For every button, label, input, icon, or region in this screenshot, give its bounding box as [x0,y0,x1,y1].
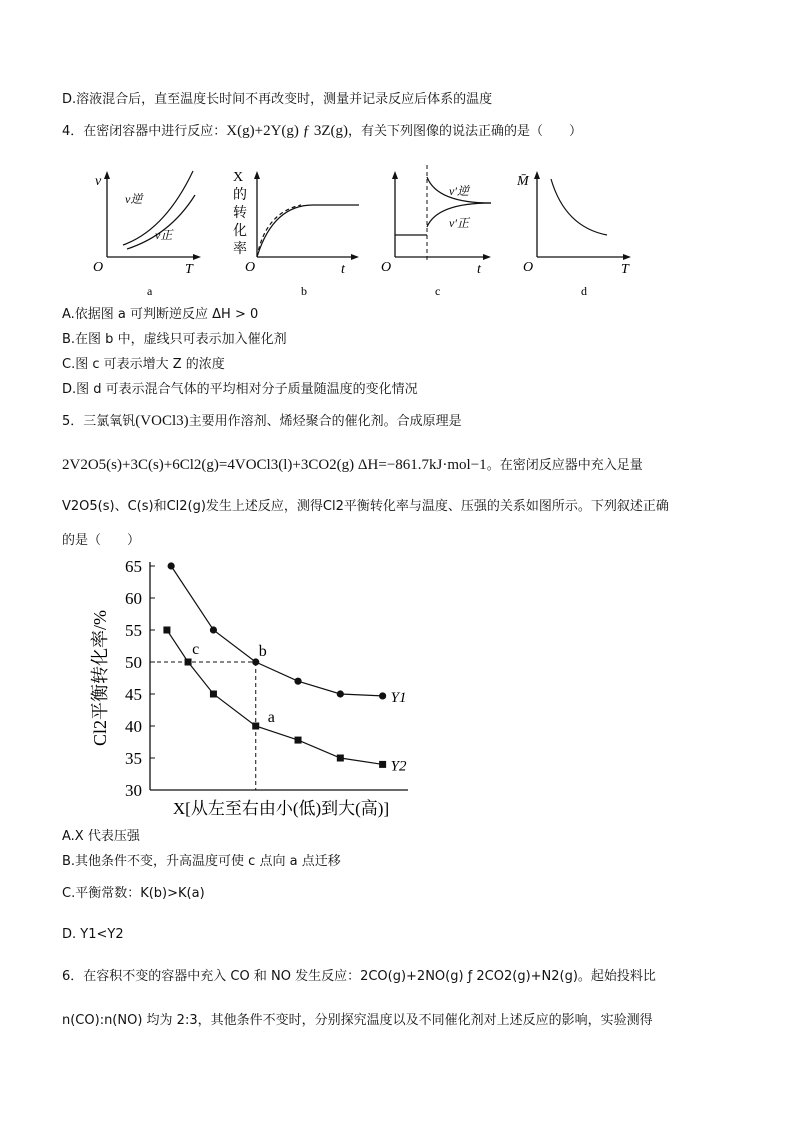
graph-c [375,165,505,300]
data-point-y2 [379,761,386,768]
q5-option-c: C.平衡常数：K(b)>K(a) [62,886,205,901]
data-point-y1 [168,562,175,569]
graph-b-origin: O [245,260,256,275]
y-tick-label: 50 [125,653,142,672]
y-tick-label: 55 [125,621,142,640]
q5-equation-tail: 。在密闭反应器中充入足量 [486,458,643,473]
q5-equation-line [62,456,643,475]
y-tick-label: 45 [125,685,142,704]
graph-b-solid-curve [257,205,359,257]
q5-line3: V2O5(s)、C(s)和Cl2(g)发生上述反应，测得Cl2平衡转化率与温度、压强的关系如图所示。下列叙述正确 [62,499,669,514]
data-point-y2 [295,737,302,744]
q4-stem-pre: 4．在密闭容器中进行反应： [62,124,227,139]
point-annotation-b: b [258,643,267,660]
series-line-y2 [167,630,383,764]
q5-option-b: B.其他条件不变，升高温度可使 c 点向 a 点迁移 [62,854,341,869]
graph-a-y-axis: v [95,174,102,189]
graph-c-caption: c [435,284,441,298]
series-line-y1 [171,566,382,696]
data-point-y2 [337,755,344,762]
series-label-y1: Y1 [390,689,407,706]
graph-d-x-axis: T [621,262,629,277]
graph-d-origin: O [523,260,534,275]
svg-text:化: 化 [233,224,247,239]
x-axis-label: X[从左至右由小(低)到大(高)] [172,799,390,818]
graph-c-origin: O [381,260,392,275]
graph-a-label-upper: v逆 [125,192,143,206]
q4-option-d: D.图 d 可表示混合气体的平均相对分子质量随温度的变化情况 [62,382,418,397]
graph-d-caption: d [581,284,587,298]
q5-formula: (VOCl3) [135,413,189,429]
y-axis-label: Cl2平衡转化率/% [90,609,110,747]
graph-c-x-axis: t [477,262,481,277]
graph-b-caption: b [301,284,307,298]
graph-a-x-axis: T [185,262,193,277]
q3-option-d: D.溶液混合后，直至温度长时间不再改变时，测量并记录反应后体系的温度 [62,92,493,107]
cl2-conversion-chart [86,558,426,820]
data-point-y2 [185,659,192,666]
y-tick-label: 40 [125,717,142,736]
graph-a-label-lower: v正 [155,228,173,242]
q5-line4: 的是（ ） [62,533,141,548]
q5-option-d: D. Y1<Y2 [62,927,124,942]
y-tick-label: 35 [125,749,142,768]
y-tick-label: 65 [125,558,142,576]
graph-c-label-lower: v′正 [449,216,469,230]
data-point-y2 [252,723,259,730]
series-label-y2: Y2 [390,758,407,775]
q4-reaction: X(g)+2Y(g) ƒ 3Z(g) [226,123,349,139]
graph-d [515,165,645,300]
graph-d-y-axis: M̄ [517,174,529,189]
plot-area [125,558,408,800]
point-annotation-c: c [192,641,200,658]
q4-stem [62,122,582,141]
data-point-y1 [379,692,386,699]
q5-equation: 2V2O5(s)+3C(s)+6Cl2(g)=4VOCl3(l)+3CO2(g) ΔH=−861.7kJ·mol−1 [62,457,487,473]
graph-d-curve [551,179,607,235]
q5-stem-post: 主要用作溶剂、烯烃聚合的催化剂。合成原理是 [188,414,462,429]
point-annotation-a: a [267,709,275,726]
q5-stem [62,412,462,431]
data-point-y2 [210,691,217,698]
graph-a-caption: a [147,284,153,298]
q4-option-a: A.依据图 a 可判断逆反应 ΔH > 0 [62,307,259,322]
svg-text:X: X [233,170,244,185]
q6-line1: 6．在容积不变的容器中充入 CO 和 NO 发生反应：2CO(g)+2NO(g) ƒ 2CO2(g)+N2(g)。起始投料比 [62,969,656,984]
graph-a-origin: O [93,260,104,275]
q4-stem-post: ，有关下列图像的说法正确的是（ ） [348,124,583,139]
q4-option-c: C.图 c 可表示增大 Z 的浓度 [62,357,225,372]
graph-b-dashed-curve [257,205,301,257]
q6-line2: n(CO):n(NO) 均为 2:3，其他条件不变时，分别探究温度以及不同催化剂对上述反应的影响，实验测得 [62,1013,653,1028]
graph-b-y-axis-label [233,170,247,257]
graph-b-x-axis: t [341,262,345,277]
q5-option-a: A.X 代表压强 [62,829,140,844]
data-point-y2 [163,627,170,634]
svg-text:的: 的 [233,188,247,203]
q4-option-b: B.在图 b 中，虚线只可表示加入催化剂 [62,332,287,347]
svg-text:转: 转 [233,206,247,221]
data-point-y1 [294,678,301,685]
q5-stem-pre: 5．三氯氧钒 [62,414,136,429]
y-tick-label: 60 [125,589,142,608]
graph-a [85,165,215,300]
data-point-y1 [210,626,217,633]
graph-c-label-upper: v′逆 [449,184,469,198]
data-point-y1 [337,690,344,697]
y-tick-label: 30 [125,781,142,800]
svg-text:率: 率 [233,242,247,257]
graph-b [225,165,365,300]
